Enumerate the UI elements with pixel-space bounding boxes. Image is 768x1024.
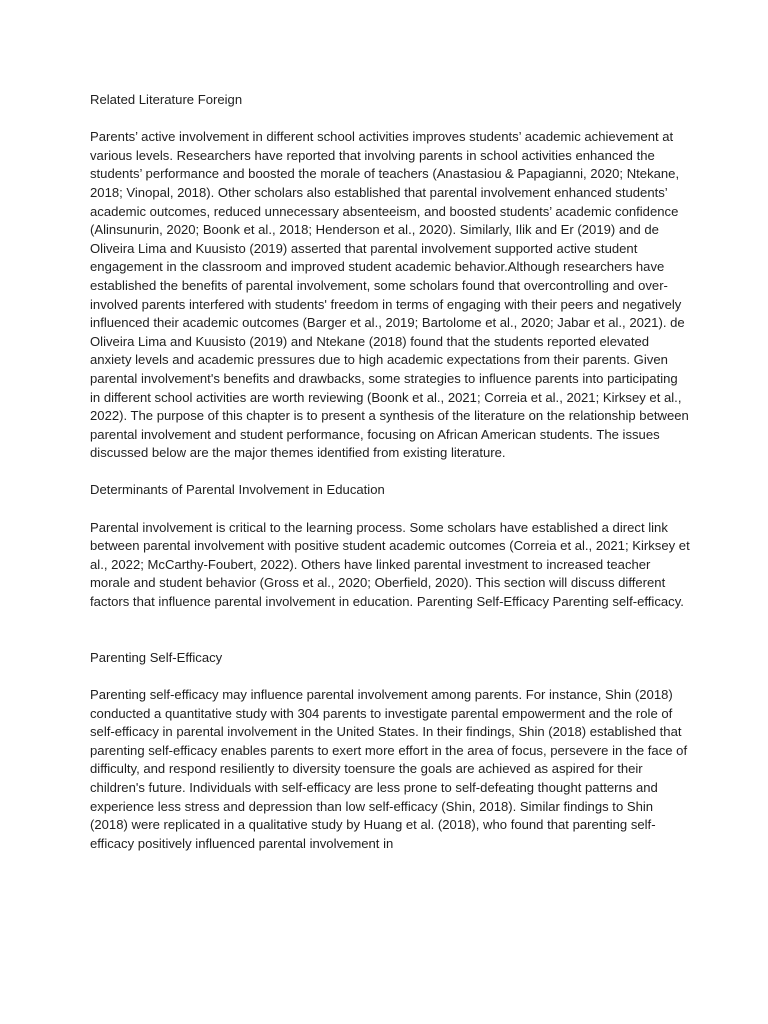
document-body [90,91,690,872]
section-heading-related-literature-foreign: Related Literature Foreign [90,92,243,107]
section-paragraph-related-literature-foreign: Parents’ active involvement in different school activities improves students’ academic achievement at various levels. Researchers have reported that involving parents in school activities enhanced the students’ performance and boosted the morale of teachers (Anastasiou & Papagianni, 2020; Ntekane, 2018; Vinopal, 2018). Other scholars also established that parental involvement enhanced students’ academic outcomes, reduced unnecessary absenteeism, and boosted students’ academic confidence (Alinsunurin, 2020; Boonk et al., 2018; Henderson et al., 2020). Similarly, Ilik and Er (2019) and de Oliveira Lima and Kuusisto (2019) asserted that parental involvement supported active student engagement in the classroom and improved student academic behavior.Although researchers have established the benefits of parental involvement, some scholars found that overcontrolling and over-involved parents interfered with students' freedom in terms of engaging with their peers and negatively influenced their academic outcomes (Barger et al., 2019; Bartolome et al., 2020; Jabar et al., 2021). de Oliveira Lima and Kuusisto (2019) and Ntekane (2018) found that the students reported elevated anxiety levels and academic pressures due to high academic expectations from their parents. Given parental involvement's benefits and drawbacks, some strategies to influence parents into participating in different school activities are worth reviewing (Boonk et al., 2021; Correia et al., 2021; Kirksey et al., 2022). The purpose of this chapter is to present a synthesis of the literature on the relationship between parental involvement and student performance, focusing on African American students. The issues discussed below are the major themes identified from existing literature. [90,129,689,461]
section-paragraph-determinants: Parental involvement is critical to the learning process. Some scholars have established a direct link between parental involvement with positive student academic outcomes (Correia et al., 2021; Kirksey et al., 2022; McCarthy-Foubert, 2022). Others have linked parental investment to increased teacher morale and student behavior (Gross et al., 2020; Oberfield, 2020). This section will discuss different factors that influence parental involvement in education. Parenting Self-Efficacy Parenting self-efficacy. [90,519,690,610]
section-heading-parenting-self-efficacy: Parenting Self-Efficacy [90,649,223,665]
section-paragraph-parenting-self-efficacy: Parenting self-efficacy may influence parental involvement among parents. For instance, Shin (2018) conducted a quantitative study with 304 parents to investigate parental empowerment and the role of self-efficacy in parental involvement in the United States. In their findings, Shin (2018) established that parenting self-efficacy enables parents to exert more effort in the area of focus, persevere in the face of difficulty, and respond resiliently to diversity toensure the goals are achieved as aspired for their children's future. Individuals with self-efficacy are less prone to self-defeating thought patterns and experience less stress and depression than low self-efficacy (Shin, 2018). Similar findings to Shin (2018) were replicated in a qualitative study by Huang et al. (2018), who found that parenting self-efficacy positively influenced parental involvement in [90,687,688,851]
section-heading-determinants: Determinants of Parental Involvement in Education [90,482,385,498]
